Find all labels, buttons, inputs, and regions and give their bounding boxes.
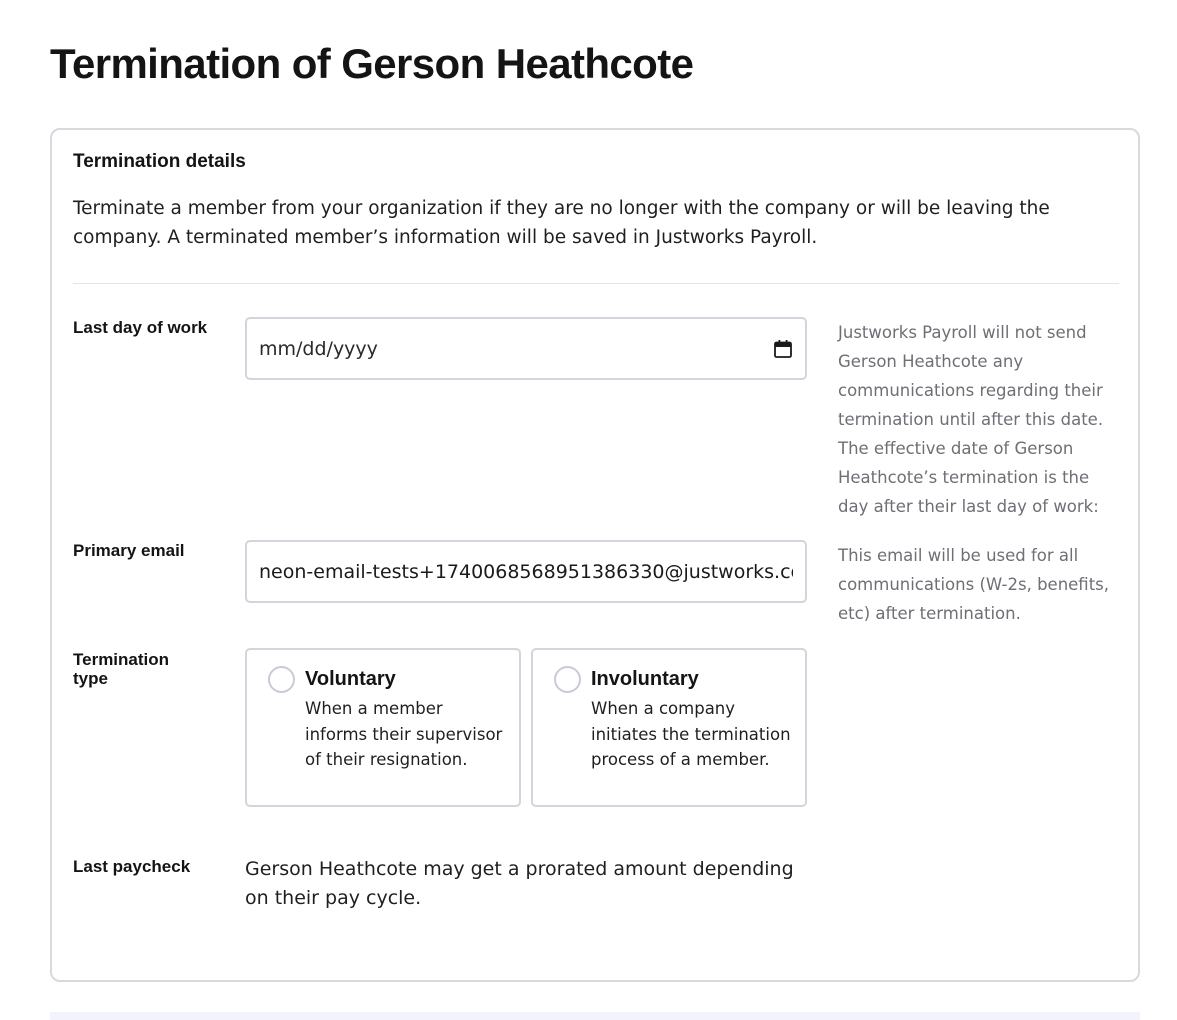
voluntary-option[interactable]	[245, 648, 521, 807]
last-day-date-field[interactable]	[245, 317, 807, 380]
last-paycheck-label: Last paycheck	[73, 857, 191, 876]
divider	[73, 283, 1119, 284]
voluntary-description: When a member informs their supervisor of their resignation.	[305, 699, 503, 769]
last-paycheck-text: Gerson Heathcote may get a prorated amount depending on their pay cycle.	[245, 858, 794, 909]
termination-details-card	[50, 128, 1140, 982]
next-section-edge	[50, 1012, 1140, 1020]
involuntary-description: When a company initiates the termination process of a member.	[591, 699, 791, 769]
voluntary-radio[interactable]	[268, 666, 295, 693]
primary-email-help-text: This email will be used for all communications (W-2s, benefits, etc) after termination.	[838, 546, 1110, 623]
card-description: Terminate a member from your organization if they are no longer with the company or will be leaving the company. A terminated member’s information will be saved in Justworks Payroll.	[73, 198, 1050, 248]
primary-email-input[interactable]	[259, 561, 793, 583]
termination-type-label: Termination type	[73, 650, 170, 688]
voluntary-title: Voluntary	[305, 668, 396, 690]
last-day-date-input[interactable]	[259, 338, 765, 360]
last-day-help-text: Justworks Payroll will not send Gerson Heathcote any communications regarding their termination until after this date. The effective date of Gerson Heathcote’s termination is the day after their last day of work:	[838, 323, 1104, 516]
primary-email-field[interactable]	[245, 540, 807, 603]
page-title: Termination of Gerson Heathcote	[50, 40, 694, 87]
primary-email-label: Primary email	[73, 541, 185, 560]
involuntary-radio[interactable]	[554, 666, 581, 693]
involuntary-option[interactable]	[531, 648, 807, 807]
involuntary-title: Involuntary	[591, 668, 699, 690]
calendar-icon[interactable]	[773, 339, 793, 359]
last-day-label: Last day of work	[73, 318, 208, 337]
card-heading: Termination details	[73, 151, 246, 172]
